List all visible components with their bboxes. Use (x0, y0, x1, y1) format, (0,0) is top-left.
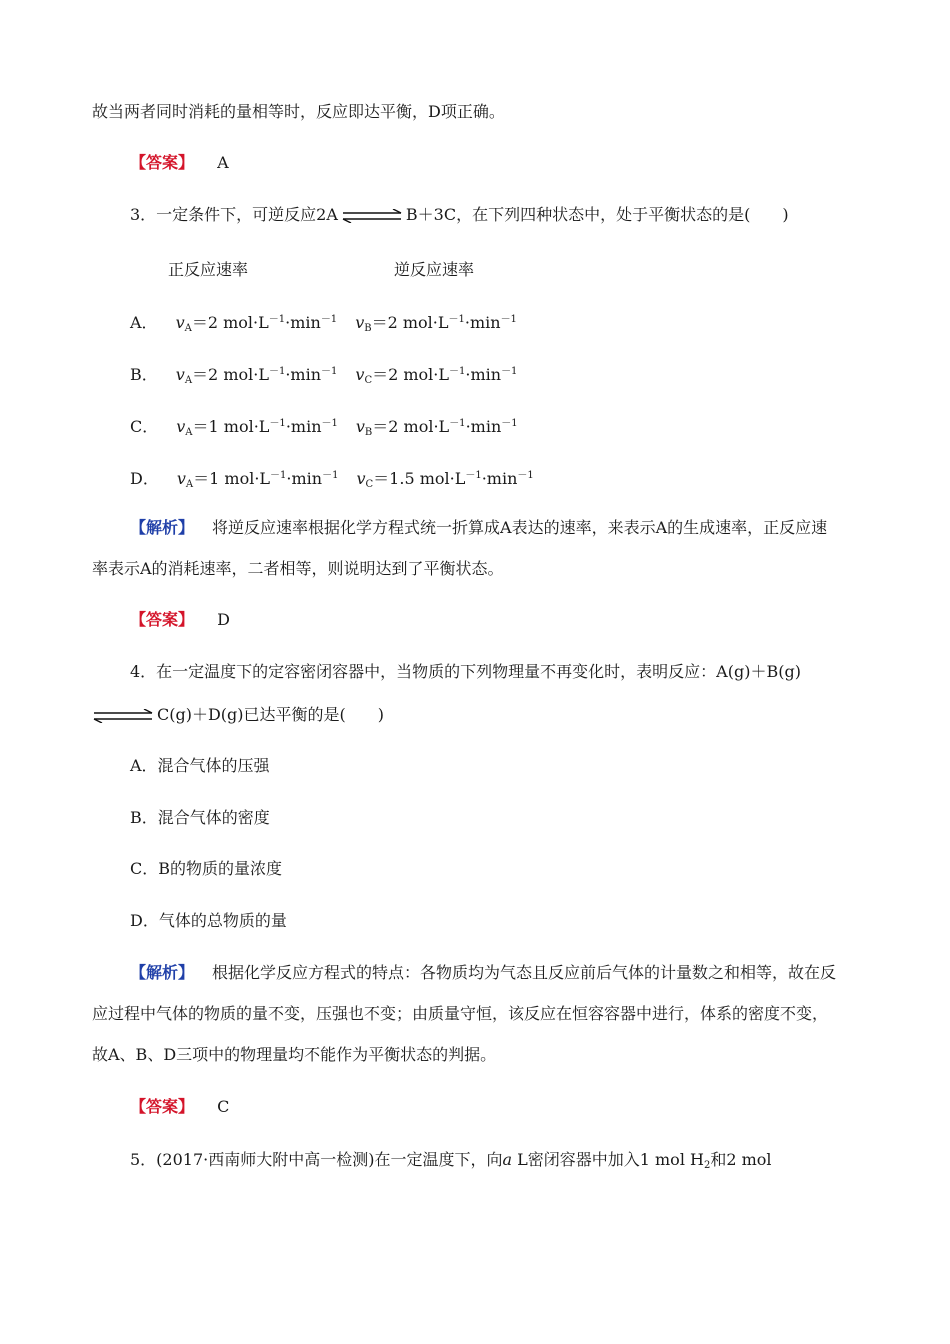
rate-subscript: B (364, 323, 372, 334)
unit-exponent: －1 (500, 314, 517, 325)
rate-symbol: v (355, 417, 365, 436)
option-row (130, 413, 518, 444)
unit-text: ·min (285, 417, 322, 436)
rate-symbol: v (176, 417, 186, 436)
rate-value: ＝2 mol·L (371, 313, 449, 332)
question-stem: 4．在一定温度下的定容密闭容器中，当物质的下列物理量不再变化时，表明反应：A(g)＋B(g) (130, 662, 801, 681)
rate-symbol: v (355, 313, 365, 332)
answer-value: C (217, 1097, 230, 1116)
unit-exponent: －1 (449, 366, 466, 377)
rate-value: ＝2 mol·L (192, 365, 269, 384)
option-row: A．混合气体的压强 (130, 756, 270, 775)
rate-symbol: v (176, 469, 186, 488)
unit-exponent: －1 (268, 366, 286, 377)
option-label: B． (130, 365, 158, 384)
stem-text: 和2 mol (710, 1150, 772, 1169)
rate-subscript: C (364, 375, 373, 386)
unit-text: ·min (285, 313, 321, 332)
unit-text: ·min (286, 469, 323, 488)
column-header-forward: 正反应速率 (168, 260, 249, 279)
answer-line (130, 609, 230, 631)
analysis-line (130, 962, 836, 984)
stem-text: 5．(2017·西南师大附中高一检测)在一定温度下，向 (130, 1150, 503, 1169)
rate-value: ＝1 mol·L (193, 469, 271, 488)
rate-subscript: C (365, 479, 374, 490)
question-stem (92, 704, 384, 726)
equilibrium-arrow-icon (341, 209, 403, 223)
unit-exponent: －1 (321, 418, 338, 429)
option-row (130, 309, 517, 340)
unit-exponent: －1 (270, 470, 287, 481)
rate-subscript: B (364, 427, 373, 438)
unit-exponent: －1 (322, 470, 339, 481)
unit-exponent: －1 (517, 470, 534, 481)
answer-tag: 【答案】 (130, 610, 195, 629)
answer-line (130, 1096, 229, 1118)
analysis-tag: 【解析】 (130, 518, 195, 537)
rate-symbol: v (356, 469, 366, 488)
equilibrium-arrow-icon (92, 709, 154, 723)
unit-text: ·min (465, 417, 502, 436)
analysis-text: 根据化学反应方程式的特点：各物质均为气态且反应前后气体的计量数之和相等，故在反 (212, 963, 837, 982)
option-label: A． (130, 313, 158, 332)
option-row (130, 465, 534, 496)
analysis-text: 将逆反应速率根据化学方程式统一折算成A表达的速率，来表示A的生成速率，正反应速 (212, 518, 828, 537)
unit-exponent: －1 (269, 418, 286, 429)
answer-tag: 【答案】 (130, 1097, 195, 1116)
rate-symbol: v (355, 365, 365, 384)
column-header-reverse: 逆反应速率 (394, 260, 475, 279)
unit-text: ·min (481, 469, 518, 488)
unit-text: ·min (465, 365, 502, 384)
stem-text: L密闭容器中加入1 mol H (512, 1150, 704, 1169)
rate-subscript: A (184, 323, 192, 334)
stem-subscript: 2 (703, 1160, 711, 1171)
unit-exponent: －1 (320, 314, 338, 325)
unit-exponent: －1 (501, 366, 518, 377)
rate-symbol: v (175, 313, 185, 332)
rate-subscript: A (185, 427, 193, 438)
rate-subscript: A (184, 375, 193, 386)
question-stem (130, 1149, 772, 1177)
option-label: C． (130, 417, 159, 436)
rate-value: ＝2 mol·L (191, 313, 269, 332)
rate-symbol: v (175, 365, 185, 384)
unit-exponent: －1 (268, 314, 286, 325)
analysis-line (130, 517, 827, 539)
unit-text: ·min (464, 313, 501, 332)
stem-variable: a (502, 1150, 513, 1169)
rate-value: ＝2 mol·L (372, 417, 450, 436)
option-row: D．气体的总物质的量 (130, 911, 287, 930)
unit-exponent: －1 (501, 418, 518, 429)
stem-text: 3．一定条件下，可逆反应2A (130, 205, 338, 224)
question-stem (130, 204, 789, 226)
answer-value: A (217, 153, 229, 172)
unit-exponent: －1 (448, 314, 465, 325)
unit-exponent: －1 (321, 366, 338, 377)
option-row: B．混合气体的密度 (130, 808, 270, 827)
unit-exponent: －1 (465, 470, 482, 481)
option-row (130, 361, 517, 392)
option-row: C．B的物质的量浓度 (130, 859, 283, 878)
analysis-text: 率表示A的消耗速率，二者相等，则说明达到了平衡状态。 (92, 559, 504, 578)
rate-value: ＝2 mol·L (372, 365, 449, 384)
unit-text: ·min (285, 365, 322, 384)
rate-value: ＝1.5 mol·L (373, 469, 466, 488)
unit-exponent: －1 (449, 418, 466, 429)
answer-tag: 【答案】 (130, 153, 195, 172)
answer-line (130, 152, 229, 174)
answer-value: D (217, 610, 230, 629)
rate-value: ＝1 mol·L (192, 417, 270, 436)
analysis-tag: 【解析】 (130, 963, 195, 982)
stem-text: C(g)＋D(g)已达平衡的是( ) (157, 705, 385, 724)
option-label: D． (130, 469, 159, 488)
rate-subscript: A (185, 479, 194, 490)
analysis-text: 应过程中气体的物质的量不变，压强也不变；由质量守恒，该反应在恒容容器中进行，体系的密度不变， (92, 1004, 829, 1023)
analysis-text: 故A、B、D三项中的物理量均不能作为平衡状态的判据。 (92, 1045, 497, 1064)
text-line: 故当两者同时消耗的量相等时，反应即达平衡，D项正确。 (92, 102, 505, 121)
stem-text: B＋3C，在下列四种状态中，处于平衡状态的是( ) (405, 205, 789, 224)
